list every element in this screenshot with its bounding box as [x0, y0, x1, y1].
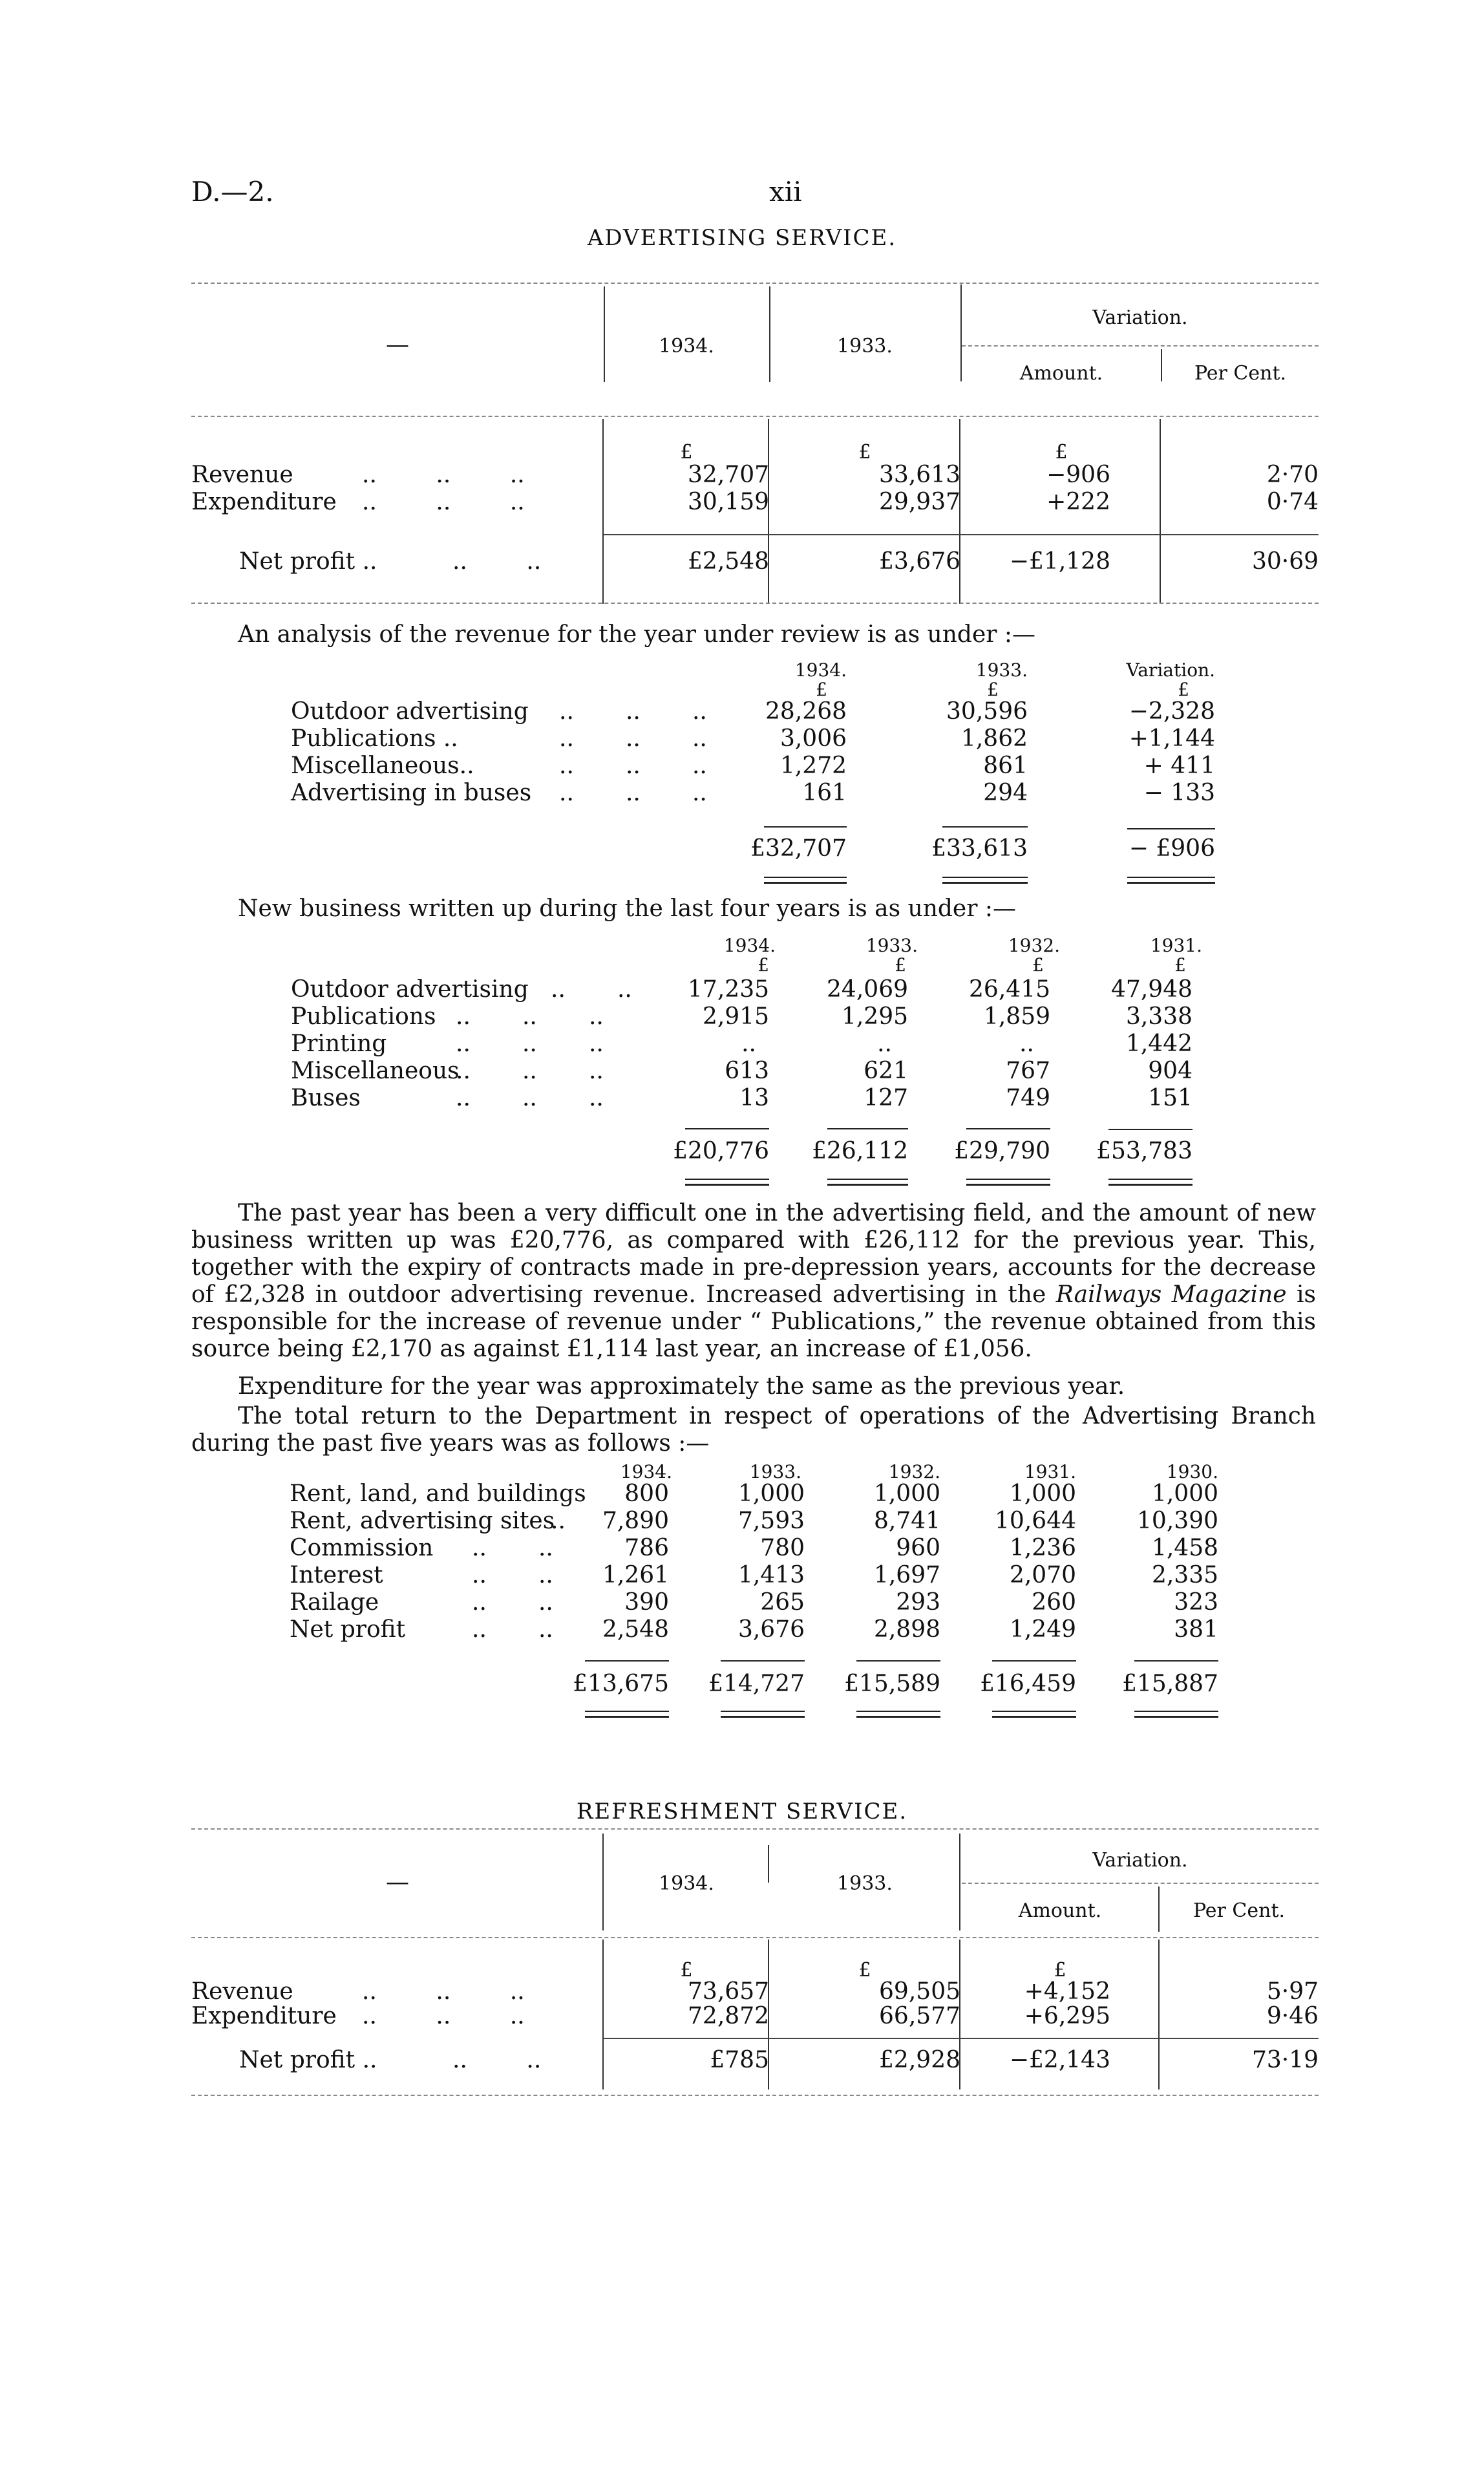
table-row-net [0, 548, 1484, 577]
row-leaders: .. .. [472, 1589, 553, 1616]
table-row [0, 1562, 1484, 1590]
cell: 30,596 [946, 698, 1028, 725]
table-row [0, 489, 1484, 517]
cell: 904 [1148, 1058, 1192, 1084]
sum-rule [1108, 1129, 1192, 1130]
table-row [0, 1535, 1484, 1563]
sum-rule [685, 1128, 769, 1129]
cell-1934: 72,872 [688, 2003, 769, 2029]
cell: 861 [983, 753, 1028, 779]
row-label: Net profit .. [239, 548, 377, 575]
currency: £ [895, 954, 906, 976]
net-profit-rule [604, 534, 1319, 535]
row-label: Miscellaneous [291, 1058, 460, 1084]
cell: 2,898 [873, 1616, 940, 1643]
currency: £ [758, 954, 769, 976]
row-label: Advertising in buses [291, 780, 532, 806]
table-row [0, 462, 1484, 490]
cell-percent: 5·97 [1266, 1978, 1319, 2005]
cell: 2,915 [702, 1003, 769, 1030]
table-rule-header [191, 1937, 1319, 1938]
double-rule [721, 1711, 805, 1718]
currency: £ [816, 679, 827, 700]
cell-amount: +4,152 [1024, 1978, 1110, 2005]
row-label: Outdoor advertising [291, 698, 529, 725]
row-label: Net profit .. [239, 2047, 377, 2073]
currency-1934: £ [680, 1959, 693, 1982]
cell-1933: 69,505 [879, 1978, 960, 2005]
cell: 1,000 [1151, 1480, 1218, 1507]
stub-header: — [386, 1869, 409, 1896]
row-label: Miscellaneous.. [291, 753, 474, 779]
col-header-1934: 1934. [659, 1872, 714, 1895]
table-row [0, 2003, 1484, 2031]
currency: £ [1174, 954, 1186, 976]
paragraph-text: is responsible for the increase of revenue under “ Publications,” the revenue obtained from this source being £2,170 as against £1,114 last year, an increase of £1,056. [191, 1281, 1316, 1362]
row-leaders: .. .. .. [456, 1003, 604, 1030]
double-rule [585, 1711, 669, 1718]
cell: 390 [624, 1589, 669, 1616]
currency-amount: £ [1054, 1959, 1066, 1982]
double-rule [856, 1711, 940, 1718]
cell-amount: −£2,143 [1009, 2047, 1110, 2073]
section-title-advertising: ADVERTISING SERVICE. [587, 225, 897, 251]
total-cell: £29,790 [954, 1138, 1050, 1164]
col-header: 1931. [1150, 935, 1202, 956]
table-row [0, 1031, 1484, 1059]
cell: 767 [1006, 1058, 1050, 1084]
amount-header: Amount. [1019, 362, 1103, 385]
col-header: 1933. [975, 659, 1028, 681]
cell: 1,697 [873, 1562, 940, 1588]
total-cell: £53,783 [1096, 1138, 1192, 1164]
table-rule-bottom [191, 2095, 1319, 2096]
cell: 786 [624, 1535, 669, 1561]
cell-percent: 30·69 [1251, 548, 1319, 575]
paragraph-expenditure [191, 1373, 1316, 1400]
table-rule-bottom [191, 603, 1319, 604]
cell: 8,741 [873, 1508, 940, 1534]
variation-rule [962, 1883, 1319, 1884]
table-row [0, 753, 1484, 781]
total-cell: £32,707 [750, 835, 847, 862]
cell: .. [741, 1031, 756, 1057]
cell: .. [1019, 1031, 1034, 1057]
cell: 265 [760, 1589, 805, 1616]
cell: 3,676 [737, 1616, 805, 1643]
revenue-analysis-intro: An analysis of the revenue for the year under review is as under :— [238, 621, 1036, 648]
cell-1933: £2,928 [879, 2047, 960, 2073]
row-leaders: .. .. [551, 976, 632, 1003]
variation-header: Variation. [1092, 306, 1188, 329]
cell: 960 [896, 1535, 940, 1561]
currency-1934: £ [680, 441, 693, 464]
cell: 1,862 [960, 725, 1028, 752]
cell: 260 [1032, 1589, 1076, 1616]
cell: 7,890 [602, 1508, 669, 1534]
cell: 2,335 [1151, 1562, 1218, 1588]
total-cell: £15,887 [1122, 1671, 1218, 1697]
cell: 13 [739, 1085, 769, 1111]
double-rule [992, 1711, 1076, 1718]
row-label: Expenditure [191, 2003, 337, 2029]
table-row [0, 1058, 1484, 1086]
cell: + 411 [1143, 753, 1215, 779]
currency: £ [1032, 954, 1044, 976]
cell: 1,000 [1009, 1480, 1076, 1507]
cell-amount: −906 [1046, 462, 1110, 488]
cell: 293 [896, 1589, 940, 1616]
double-rule [966, 1179, 1050, 1186]
cell-1933: 29,937 [879, 489, 960, 515]
sum-rule [764, 826, 847, 828]
row-leaders: .. .. .. [456, 1031, 604, 1057]
table-row [0, 1480, 1484, 1509]
currency-1933: £ [858, 441, 871, 464]
col-header: 1932. [888, 1461, 940, 1482]
cell: 1,249 [1009, 1616, 1076, 1643]
sum-rule [1134, 1660, 1218, 1662]
paragraph-text: Expenditure for the year was approximately the same as the previous year. [238, 1373, 1125, 1400]
row-leaders: .. .. [472, 1616, 553, 1643]
cell-percent: 9·46 [1266, 2003, 1319, 2029]
row-leaders: .. .. [452, 2047, 542, 2073]
table-row [0, 698, 1484, 727]
row-label: Rent, advertising sites [290, 1508, 555, 1534]
double-rule [942, 877, 1028, 884]
table-row [0, 780, 1484, 808]
cell-1933: £3,676 [879, 548, 960, 575]
cell: 323 [1174, 1589, 1218, 1616]
paragraph-new-business [191, 1200, 1316, 1363]
cell: 1,295 [841, 1003, 908, 1030]
cell: 613 [725, 1058, 769, 1084]
cell-percent: 73·19 [1251, 2047, 1319, 2073]
total-cell: − £906 [1129, 835, 1215, 862]
table-row [0, 1508, 1484, 1536]
row-label: Publications .. [291, 725, 458, 752]
row-leaders: .. .. .. [362, 462, 525, 488]
currency: £ [1178, 679, 1189, 700]
amount-header: Amount. [1018, 1899, 1102, 1922]
row-leaders: .. .. .. [362, 2003, 525, 2029]
row-label: Publications [291, 1003, 436, 1030]
row-label: Rent, land, and buildings [290, 1480, 586, 1507]
table-rule-header [191, 416, 1319, 417]
variation-header: Variation. [1092, 1849, 1188, 1872]
col-header: 1934. [794, 659, 847, 681]
cell: 1,442 [1125, 1031, 1192, 1057]
cell: 127 [864, 1085, 908, 1111]
row-leaders: .. .. [472, 1535, 553, 1561]
cell-1934: 30,159 [688, 489, 769, 515]
row-label: Net profit [290, 1616, 406, 1643]
cell-amount: −£1,128 [1009, 548, 1110, 575]
cell-1933: 33,613 [879, 462, 960, 488]
cell: 1,859 [983, 1003, 1050, 1030]
cell: 47,948 [1111, 976, 1192, 1003]
row-leaders: .. .. .. [559, 698, 707, 725]
cell: 24,069 [827, 976, 908, 1003]
currency: £ [987, 679, 999, 700]
cell-1934: £2,548 [688, 548, 769, 575]
cell-1933: 66,577 [879, 2003, 960, 2029]
double-rule [685, 1179, 769, 1186]
row-leaders: .. .. .. [456, 1058, 604, 1084]
col-header: 1932. [1008, 935, 1060, 956]
new-business-intro: New business written up during the last four years is as under :— [238, 895, 1017, 922]
cell: 7,593 [737, 1508, 805, 1534]
cell-amount: +222 [1046, 489, 1110, 515]
sum-rule [1127, 828, 1215, 829]
currency-1933: £ [858, 1959, 871, 1982]
sum-rule [942, 826, 1028, 828]
net-profit-rule [604, 2038, 1319, 2039]
sum-rule [992, 1660, 1076, 1662]
row-leaders: .. .. [452, 548, 542, 575]
total-cell: £13,675 [573, 1671, 669, 1697]
table-row [0, 1589, 1484, 1618]
sum-rule [966, 1128, 1050, 1129]
row-label: Outdoor advertising [291, 976, 529, 1003]
table-row-net [0, 2047, 1484, 2075]
double-rule [764, 877, 847, 884]
col-header: 1930. [1166, 1461, 1218, 1482]
total-cell: £16,459 [980, 1671, 1076, 1697]
cell: 3,338 [1125, 1003, 1192, 1030]
cell: 780 [760, 1535, 805, 1561]
cell: − 133 [1143, 780, 1215, 806]
table-rule-top [191, 1828, 1319, 1830]
stub-header: — [386, 332, 409, 358]
row-leaders: .. [551, 1508, 566, 1534]
cell-1934: 73,657 [688, 1978, 769, 2005]
row-label: Buses [291, 1085, 361, 1111]
cell: 26,415 [969, 976, 1050, 1003]
percent-header: Per Cent. [1192, 1899, 1286, 1922]
paragraph-total-return [191, 1403, 1316, 1457]
table-rule-top [191, 283, 1319, 284]
cell: 1,000 [737, 1480, 805, 1507]
col-header: 1933. [865, 935, 918, 956]
table-row [0, 1003, 1484, 1032]
publication-title: Railways Magazine [1055, 1281, 1287, 1308]
cell: 10,644 [995, 1508, 1076, 1534]
sum-rule [827, 1128, 908, 1129]
cell: 1,261 [602, 1562, 669, 1588]
col-header-1933: 1933. [837, 335, 893, 358]
cell: −2,328 [1129, 698, 1215, 725]
double-rule [1127, 877, 1215, 884]
cell: 1,413 [737, 1562, 805, 1588]
cell: 161 [802, 780, 847, 806]
col-header-1934: 1934. [659, 335, 714, 358]
cell: 3,006 [779, 725, 847, 752]
cell-percent: 2·70 [1266, 462, 1319, 488]
row-label: Interest [290, 1562, 383, 1588]
cell: 28,268 [765, 698, 847, 725]
row-label: Printing [291, 1031, 387, 1057]
cell: 621 [864, 1058, 908, 1084]
cell: 1,000 [873, 1480, 940, 1507]
row-label: Revenue [191, 462, 293, 488]
table-row [0, 1085, 1484, 1113]
row-label: Railage [290, 1589, 379, 1616]
row-leaders: .. .. .. [559, 780, 707, 806]
row-label: Commission [290, 1535, 434, 1561]
cell: .. [877, 1031, 892, 1057]
cell-1934: 32,707 [688, 462, 769, 488]
cell: 800 [624, 1480, 669, 1507]
cell: 381 [1174, 1616, 1218, 1643]
section-title-refreshment: REFRESHMENT SERVICE. [576, 1799, 908, 1824]
variation-rule [962, 345, 1319, 347]
cell: 1,458 [1151, 1535, 1218, 1561]
sum-rule [856, 1660, 940, 1662]
cell: +1,144 [1129, 725, 1215, 752]
row-label: Revenue [191, 1978, 293, 2005]
page-number: xii [769, 176, 802, 208]
row-leaders: .. .. .. [559, 725, 707, 752]
col-header: 1931. [1024, 1461, 1076, 1482]
percent-header: Per Cent. [1194, 362, 1287, 385]
page-code: D.—2. [191, 176, 274, 208]
cell-amount: +6,295 [1024, 2003, 1110, 2029]
total-cell: £15,589 [844, 1671, 940, 1697]
double-rule [1134, 1711, 1218, 1718]
paragraph-text: The past year has been a very difficult one in the advertising field, and the amount of new business written up was £20,776, as compared with £26,112 for the previous year. This, together with the expiry of contracts made in pre-depression years, accounts for the decrease of £2,328 in outdoor advertising revenue. Increased advertising in the [191, 1200, 1316, 1308]
cell: 10,390 [1137, 1508, 1218, 1534]
sum-rule [585, 1660, 669, 1662]
cell: 17,235 [688, 976, 769, 1003]
cell: 151 [1148, 1085, 1192, 1111]
col-header: 1934. [620, 1461, 672, 1482]
row-label: Expenditure [191, 489, 337, 515]
row-leaders: .. .. .. [559, 753, 707, 779]
row-leaders: .. .. .. [362, 1978, 525, 2005]
table-row [0, 725, 1484, 754]
col-header: Variation. [1126, 659, 1215, 681]
total-cell: £26,112 [812, 1138, 908, 1164]
sum-rule [721, 1660, 805, 1662]
col-header-1933: 1933. [837, 1872, 893, 1895]
col-header: 1933. [749, 1461, 801, 1482]
row-leaders: .. .. .. [362, 489, 525, 515]
cell-percent: 0·74 [1266, 489, 1319, 515]
cell: 2,070 [1009, 1562, 1076, 1588]
row-leaders: .. .. .. [456, 1085, 604, 1111]
double-rule [1108, 1179, 1192, 1186]
table-row [0, 976, 1484, 1005]
cell: 2,548 [602, 1616, 669, 1643]
cell: 1,236 [1009, 1535, 1076, 1561]
cell: 749 [1006, 1085, 1050, 1111]
table-row [0, 1616, 1484, 1645]
total-cell: £14,727 [708, 1671, 805, 1697]
currency-amount: £ [1055, 441, 1068, 464]
paragraph-text: The total return to the Department in respect of operations of the Advertising Branch during the past five years was as follows :— [191, 1403, 1316, 1457]
double-rule [827, 1179, 908, 1186]
cell-1934: £785 [710, 2047, 769, 2073]
total-cell: £20,776 [673, 1138, 769, 1164]
cell: 294 [983, 780, 1028, 806]
cell: 1,272 [779, 753, 847, 779]
total-cell: £33,613 [931, 835, 1028, 862]
row-leaders: .. .. [472, 1562, 553, 1588]
col-header: 1934. [723, 935, 776, 956]
